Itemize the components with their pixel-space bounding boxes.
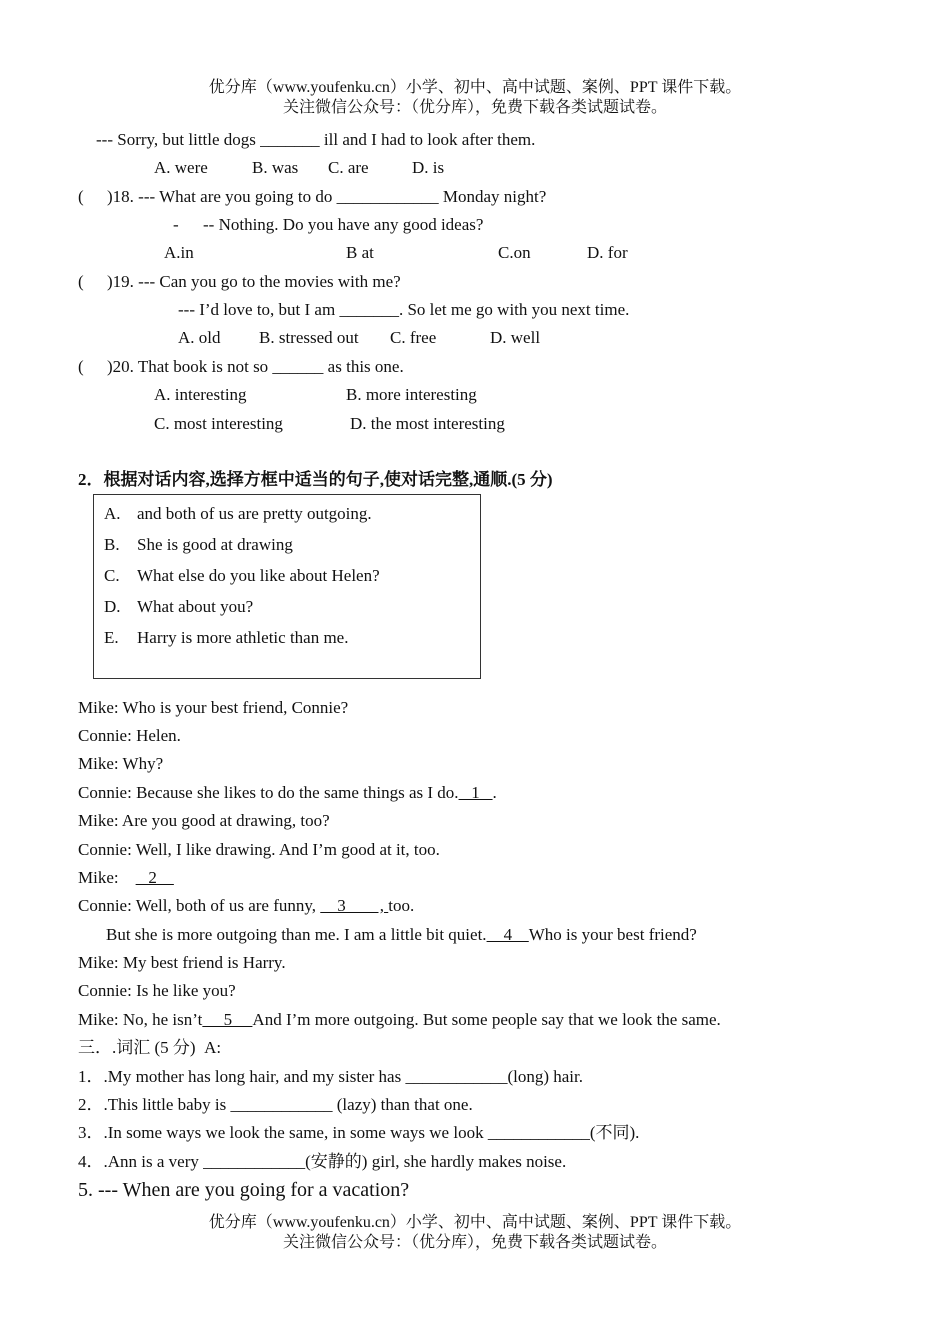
- box-letter-b: B.: [104, 535, 120, 554]
- q20-option-d: D. the most interesting: [350, 414, 505, 433]
- blank-4: 4: [486, 925, 529, 944]
- q18-dash: -: [173, 215, 179, 234]
- q18-option-d: D. for: [587, 243, 628, 262]
- box-letter-c: C.: [104, 566, 120, 585]
- q20-option-c: C. most interesting: [154, 414, 283, 433]
- dialogue-line-12-text: Mike: No, he isn’t: [78, 1010, 203, 1029]
- dialogue-line-9-end: Who is your best friend?: [528, 925, 697, 944]
- q19-option-c: C. free: [390, 328, 437, 347]
- dialogue-line-4-text: Connie: Because she likes to do the same things as I do.: [78, 783, 459, 802]
- blank-3: 3 ,: [320, 896, 389, 915]
- q19-question: )19. --- Can you go to the movies with me?: [107, 272, 401, 291]
- q17-option-d: D. is: [412, 158, 445, 177]
- q19-reply: --- I’d love to, but I am _______. So let me go with you next time.: [178, 300, 630, 319]
- box-item-e: Harry is more athletic than me.: [137, 628, 349, 647]
- header-line-2: 关注微信公众号：（优分库），免费下载各类试题试卷。: [282, 99, 667, 116]
- blank-2: 2: [135, 868, 174, 887]
- dialogue-line-9: [106, 924, 697, 946]
- q19-option-d: D. well: [490, 328, 541, 347]
- header-line-1: 优分库（www.youfenku.cn）小学、初中、高中试题、案例、PPT 课件下载。: [208, 79, 742, 96]
- q18-bracket: (: [78, 187, 84, 206]
- box-item-c: What else do you like about Helen?: [137, 566, 380, 585]
- dialogue-line-9-text: But she is more outgoing than me. I am a little bit quiet.: [106, 925, 487, 944]
- q18-option-a: A.in: [164, 243, 194, 262]
- dialogue-line-7: [78, 867, 174, 889]
- blank-5: 5: [202, 1010, 253, 1029]
- vocab-item-1: 1．.My mother has long hair, and my sister has ____________(long) hair.: [78, 1067, 584, 1086]
- blank-1: 1: [458, 783, 493, 802]
- vocab-item-5: 5. --- When are you going for a vacation?: [78, 1179, 410, 1201]
- q18-option-b: B at: [346, 243, 374, 262]
- footer-line-1: 优分库（www.youfenku.cn）小学、初中、高中试题、案例、PPT 课件下载。: [208, 1214, 742, 1231]
- dialogue-line-11: Connie: Is he like you?: [78, 981, 236, 1000]
- section2-title: 2．根据对话内容,选择方框中适当的句子,使对话完整,通顺.(5 分): [78, 470, 553, 489]
- q18-option-c: C.on: [498, 243, 531, 262]
- section3-title: 三．.词汇 (5 分) A:: [78, 1038, 222, 1057]
- vocab-item-4: 4．.Ann is a very ____________(安静的) girl, she hardly makes noise.: [78, 1152, 567, 1171]
- q20-option-a: A. interesting: [154, 385, 247, 404]
- dialogue-line-8: [78, 895, 414, 917]
- q20-bracket: (: [78, 357, 84, 376]
- dialogue-line-7-speaker: Mike:: [78, 868, 136, 887]
- vocab-item-2: 2．.This little baby is ____________ (lazy) than that one.: [78, 1095, 473, 1114]
- dialogue-line-1: Mike: Who is your best friend, Connie?: [78, 698, 349, 717]
- q18-reply: -- Nothing. Do you have any good ideas?: [203, 215, 484, 234]
- dialogue-line-2: Connie: Helen.: [78, 726, 181, 745]
- dialogue-line-8-text: Connie: Well, both of us are funny,: [78, 896, 321, 915]
- q18-question: )18. --- What are you going to do ____________ Monday night?: [107, 187, 547, 206]
- q19-bracket: (: [78, 272, 84, 291]
- q20-option-b: B. more interesting: [346, 385, 477, 404]
- dialogue-line-4: [78, 782, 497, 804]
- box-item-b: She is good at drawing: [137, 535, 293, 554]
- box-letter-d: D.: [104, 597, 121, 616]
- q19-option-b: B. stressed out: [259, 328, 359, 347]
- q17-option-b: B. was: [252, 158, 299, 177]
- footer-line-2: 关注微信公众号：（优分库），免费下载各类试题试卷。: [282, 1234, 667, 1251]
- dialogue-line-3: Mike: Why?: [78, 754, 164, 773]
- box-letter-a: A.: [104, 504, 121, 523]
- vocab-item-3: 3．.In some ways we look the same, in some ways we look ____________(不同).: [78, 1123, 640, 1142]
- q20-question: )20. That book is not so ______ as this one.: [107, 357, 404, 376]
- dialogue-line-5: Mike: Are you good at drawing, too?: [78, 811, 330, 830]
- q17-option-a: A. were: [154, 158, 208, 177]
- dialogue-line-12: [78, 1009, 721, 1031]
- dialogue-line-12-end: And I’m more outgoing. But some people say that we look the same.: [252, 1010, 721, 1029]
- dialogue-line-8-end: too.: [388, 896, 415, 915]
- dialogue-line-6: Connie: Well, I like drawing. And I’m good at it, too.: [78, 840, 440, 859]
- dialogue-line-4-end: .: [492, 783, 497, 802]
- dialogue-line-10: Mike: My best friend is Harry.: [78, 953, 286, 972]
- q17-option-c: C. are: [328, 158, 369, 177]
- box-item-a: and both of us are pretty outgoing.: [137, 504, 372, 523]
- q17-answer-line: --- Sorry, but little dogs _______ ill and I had to look after them.: [96, 130, 536, 149]
- box-letter-e: E.: [104, 628, 119, 647]
- box-item-d: What about you?: [137, 597, 254, 616]
- q19-option-a: A. old: [178, 328, 221, 347]
